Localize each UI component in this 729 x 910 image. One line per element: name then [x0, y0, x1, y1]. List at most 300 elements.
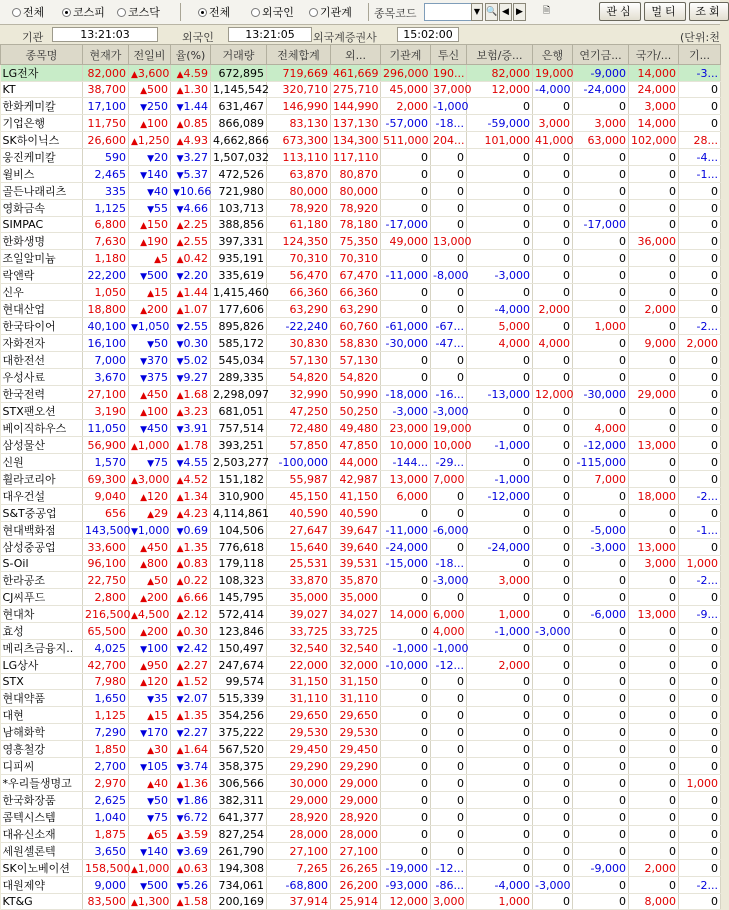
- table-row[interactable]: [1, 250, 721, 267]
- cell-total: 29,290: [267, 758, 331, 775]
- table-row[interactable]: [1, 539, 721, 556]
- arrow-up-icon: ▲: [176, 610, 184, 621]
- cell-pension: -24,000: [573, 82, 629, 98]
- cell-inst: 10,000: [381, 437, 431, 454]
- cell-etc: 0: [679, 623, 721, 640]
- cell-trust: -47...: [431, 335, 467, 352]
- table-row[interactable]: [1, 775, 721, 792]
- cell-pension: 0: [573, 284, 629, 301]
- cell-etc: -1...: [679, 166, 721, 183]
- cell-trust: -3,000: [431, 572, 467, 589]
- cell-etc: 0: [679, 386, 721, 403]
- arrow-down-icon: ▼: [176, 526, 184, 537]
- table-row[interactable]: [1, 589, 721, 606]
- arrow-up-icon: ▲: [176, 593, 184, 604]
- column-header[interactable]: 외...: [331, 45, 381, 65]
- cell-total: 28,000: [267, 826, 331, 843]
- cell-total: 31,150: [267, 674, 331, 690]
- cell-pension: 7,000: [573, 471, 629, 488]
- table-row[interactable]: [1, 115, 721, 132]
- table-row[interactable]: [1, 386, 721, 403]
- investor-foreign-radio[interactable]: 외국인: [251, 5, 294, 19]
- arrow-up-icon: ▲: [140, 390, 147, 401]
- column-header[interactable]: 기...: [679, 45, 721, 65]
- current-price: 96,100: [83, 556, 129, 572]
- cell-trust: 0: [431, 690, 467, 707]
- table-row[interactable]: [1, 65, 721, 82]
- cell-ins: 12,000: [467, 82, 533, 98]
- cell-total: 124,350: [267, 233, 331, 250]
- cell-total: 56,470: [267, 267, 331, 284]
- current-price: 2,625: [83, 792, 129, 809]
- cell-pension: 0: [573, 352, 629, 369]
- table-row[interactable]: [1, 556, 721, 572]
- cell-bank: 0: [533, 724, 573, 741]
- cell-pension: -30,000: [573, 386, 629, 403]
- arrow-up-icon: ▲: [176, 305, 184, 316]
- table-row[interactable]: [1, 488, 721, 505]
- cell-inst: -11,000: [381, 267, 431, 284]
- cell-bank: -3,000: [533, 623, 573, 640]
- arrow-down-icon: ▼: [176, 102, 184, 113]
- table-row[interactable]: [1, 894, 721, 910]
- cell-total: 57,850: [267, 437, 331, 454]
- cell-etc: 0: [679, 894, 721, 910]
- current-price: 335: [83, 183, 129, 200]
- cell-nation: 0: [629, 217, 679, 233]
- stock-name: 메리츠금융지..: [1, 640, 83, 657]
- cell-foreign: 78,920: [331, 200, 381, 217]
- volume: 145,795: [211, 589, 267, 606]
- arrow-up-icon: ▲: [176, 576, 184, 587]
- cell-pension: 0: [573, 572, 629, 589]
- cell-pension: 1,000: [573, 318, 629, 335]
- change-rate: ▲0.85: [171, 115, 211, 132]
- cell-nation: 14,000: [629, 115, 679, 132]
- cell-nation: 0: [629, 640, 679, 657]
- cell-foreign: 35,870: [331, 572, 381, 589]
- column-header[interactable]: 기관계: [381, 45, 431, 65]
- cell-foreign: 29,000: [331, 775, 381, 792]
- stock-name: *우리들생명고: [1, 775, 83, 792]
- volume: 1,415,460: [211, 284, 267, 301]
- document-button[interactable]: [540, 3, 553, 21]
- change-rate: ▼1.44: [171, 98, 211, 115]
- arrow-down-icon: ▼: [176, 762, 184, 773]
- cell-nation: 18,000: [629, 488, 679, 505]
- column-header[interactable]: 보험/증...: [467, 45, 533, 65]
- table-row[interactable]: [1, 860, 721, 877]
- table-row[interactable]: [1, 724, 721, 741]
- change-value: ▲1,300: [129, 894, 171, 910]
- arrow-up-icon: ▲: [140, 305, 147, 316]
- volume: 4,662,866: [211, 132, 267, 149]
- current-price: 83,500: [83, 894, 129, 910]
- cell-bank: 0: [533, 843, 573, 860]
- table-row[interactable]: [1, 233, 721, 250]
- divider: [180, 3, 181, 21]
- cell-inst: 14,000: [381, 606, 431, 623]
- table-row[interactable]: [1, 454, 721, 471]
- arrow-up-icon: ▲: [176, 288, 184, 299]
- arrow-up-icon: ▲: [140, 119, 147, 130]
- cell-foreign: 32,000: [331, 657, 381, 674]
- arrow-up-icon: ▲: [176, 864, 184, 875]
- cell-total: 673,300: [267, 132, 331, 149]
- current-price: 1,875: [83, 826, 129, 843]
- stock-name: 삼성중공업: [1, 539, 83, 556]
- cell-total: 27,647: [267, 522, 331, 539]
- arrow-down-icon: ▼: [176, 424, 184, 435]
- cell-etc: -1...: [679, 522, 721, 539]
- table-row[interactable]: [1, 369, 721, 386]
- column-header[interactable]: 은행: [533, 45, 573, 65]
- table-row[interactable]: [1, 166, 721, 183]
- current-price: 2,465: [83, 166, 129, 183]
- change-rate: ▼4.55: [171, 454, 211, 471]
- column-header[interactable]: 거래량: [211, 45, 267, 65]
- cell-trust: -12...: [431, 860, 467, 877]
- change-value: ▲200: [129, 301, 171, 318]
- cell-bank: 0: [533, 690, 573, 707]
- table-row[interactable]: [1, 505, 721, 522]
- cell-etc: -4...: [679, 149, 721, 166]
- cell-total: 30,000: [267, 775, 331, 792]
- cell-etc: 0: [679, 792, 721, 809]
- table-row[interactable]: [1, 640, 721, 657]
- arrow-up-icon: ▲: [176, 543, 184, 554]
- current-price: 40,100: [83, 318, 129, 335]
- cell-pension: 0: [573, 233, 629, 250]
- volume: 123,846: [211, 623, 267, 640]
- table-row[interactable]: [1, 674, 721, 690]
- cell-inst: 0: [381, 301, 431, 318]
- cell-total: 63,870: [267, 166, 331, 183]
- cell-foreign: 49,480: [331, 420, 381, 437]
- cell-foreign: 275,710: [331, 82, 381, 98]
- next-button[interactable]: [513, 3, 526, 21]
- arrow-up-icon: ▲: [140, 560, 147, 570]
- column-header[interactable]: 국가/...: [629, 45, 679, 65]
- change-value: ▲500: [129, 82, 171, 98]
- cell-trust: -1,000: [431, 640, 467, 657]
- table-row[interactable]: [1, 420, 721, 437]
- interest-button[interactable]: 관심: [599, 2, 641, 21]
- table-row[interactable]: [1, 606, 721, 623]
- table-row[interactable]: [1, 352, 721, 369]
- stock-name: 윌비스: [1, 166, 83, 183]
- foreign-time-label: 외국인: [182, 31, 214, 44]
- current-price: 11,750: [83, 115, 129, 132]
- cell-trust: 0: [431, 166, 467, 183]
- multi-button[interactable]: 멀티: [644, 2, 686, 21]
- arrow-up-icon: ▲: [140, 543, 147, 554]
- arrow-down-icon: ▼: [140, 728, 147, 739]
- table-row[interactable]: [1, 284, 721, 301]
- cell-pension: 0: [573, 894, 629, 910]
- table-row[interactable]: [1, 843, 721, 860]
- cell-foreign: 80,870: [331, 166, 381, 183]
- column-header[interactable]: 연기금...: [573, 45, 629, 65]
- stock-code-input[interactable]: [424, 3, 472, 21]
- broker-time-label: 외국계증권사: [313, 31, 377, 44]
- change-rate: ▼2.42: [171, 640, 211, 657]
- cell-foreign: 58,830: [331, 335, 381, 352]
- cell-total: 113,110: [267, 149, 331, 166]
- arrow-right-icon: ▶: [516, 7, 523, 17]
- arrow-down-icon: ▼: [176, 153, 184, 164]
- table-row[interactable]: [1, 132, 721, 149]
- market-all-radio[interactable]: 전체: [12, 5, 44, 19]
- cell-pension: -5,000: [573, 522, 629, 539]
- cell-pension: 0: [573, 505, 629, 522]
- table-row[interactable]: [1, 267, 721, 284]
- radio-circle: [251, 8, 260, 17]
- market-kosdaq-radio[interactable]: 코스닥: [117, 5, 160, 19]
- cell-etc: 0: [679, 98, 721, 115]
- cell-ins: 1,000: [467, 894, 533, 910]
- current-price: 18,800: [83, 301, 129, 318]
- change-value: ▲120: [129, 674, 171, 690]
- cell-inst: 0: [381, 183, 431, 200]
- volume: 261,790: [211, 843, 267, 860]
- cell-nation: 0: [629, 792, 679, 809]
- volume: 641,377: [211, 809, 267, 826]
- arrow-up-icon: ▲: [176, 86, 184, 96]
- column-header[interactable]: 종목명: [1, 45, 83, 65]
- table-row[interactable]: [1, 690, 721, 707]
- table-row[interactable]: [1, 437, 721, 454]
- current-price: 1,180: [83, 250, 129, 267]
- table-row[interactable]: [1, 758, 721, 775]
- cell-foreign: 31,110: [331, 690, 381, 707]
- cell-nation: 0: [629, 809, 679, 826]
- table-row[interactable]: [1, 741, 721, 758]
- volume: 472,526: [211, 166, 267, 183]
- search-button[interactable]: [485, 3, 498, 21]
- change-value: ▼375: [129, 369, 171, 386]
- table-row[interactable]: [1, 335, 721, 352]
- change-rate: ▲0.83: [171, 556, 211, 572]
- cell-trust: -29...: [431, 454, 467, 471]
- cell-etc: 0: [679, 809, 721, 826]
- volume: 289,335: [211, 369, 267, 386]
- cell-nation: 0: [629, 741, 679, 758]
- volume: 99,574: [211, 674, 267, 690]
- arrow-down-icon: ▼: [176, 728, 184, 739]
- cell-bank: -4,000: [533, 82, 573, 98]
- stock-name: 현대약품: [1, 690, 83, 707]
- change-value: ▲1,250: [129, 132, 171, 149]
- prev-button[interactable]: [499, 3, 512, 21]
- cell-inst: 296,000: [381, 65, 431, 82]
- arrow-up-icon: ▲: [176, 221, 184, 231]
- investor-institution-radio[interactable]: 기관계: [309, 5, 352, 19]
- arrow-up-icon: ▲: [176, 678, 184, 688]
- arrow-up-icon: ▲: [176, 254, 184, 265]
- table-row[interactable]: [1, 707, 721, 724]
- cell-total: 63,290: [267, 301, 331, 318]
- cell-foreign: 31,150: [331, 674, 381, 690]
- cell-etc: 0: [679, 82, 721, 98]
- cell-etc: 1,000: [679, 775, 721, 792]
- cell-inst: 0: [381, 707, 431, 724]
- volume: 375,222: [211, 724, 267, 741]
- cell-inst: 0: [381, 741, 431, 758]
- table-row[interactable]: [1, 183, 721, 200]
- table-row[interactable]: [1, 572, 721, 589]
- table-row[interactable]: [1, 522, 721, 539]
- change-rate: ▼6.72: [171, 809, 211, 826]
- cell-bank: 0: [533, 200, 573, 217]
- cell-foreign: 70,310: [331, 250, 381, 267]
- change-value: ▲200: [129, 623, 171, 640]
- table-row[interactable]: [1, 623, 721, 640]
- cell-total: 33,870: [267, 572, 331, 589]
- cell-total: 47,250: [267, 403, 331, 420]
- cell-total: 45,150: [267, 488, 331, 505]
- column-header[interactable]: 현재가: [83, 45, 129, 65]
- cell-nation: 24,000: [629, 82, 679, 98]
- change-rate: ▼9.27: [171, 369, 211, 386]
- column-header[interactable]: 투신: [431, 45, 467, 65]
- change-value: ▲800: [129, 556, 171, 572]
- cell-inst: 0: [381, 758, 431, 775]
- cell-bank: 41,000: [533, 132, 573, 149]
- code-dropdown-button[interactable]: [471, 3, 483, 21]
- cell-inst: -144...: [381, 454, 431, 471]
- cell-nation: 0: [629, 623, 679, 640]
- cell-trust: -12...: [431, 657, 467, 674]
- radio-circle: [117, 8, 126, 17]
- cell-inst: 0: [381, 166, 431, 183]
- column-header[interactable]: 율(%): [171, 45, 211, 65]
- change-value: ▼35: [129, 690, 171, 707]
- cell-pension: 0: [573, 758, 629, 775]
- table-row[interactable]: [1, 149, 721, 166]
- cell-bank: 0: [533, 488, 573, 505]
- arrow-up-icon: ▲: [131, 69, 138, 80]
- volume: 567,520: [211, 741, 267, 758]
- table-row[interactable]: [1, 471, 721, 488]
- cell-bank: 0: [533, 572, 573, 589]
- table-row[interactable]: [1, 217, 721, 233]
- cell-trust: 0: [431, 488, 467, 505]
- cell-pension: 0: [573, 200, 629, 217]
- stock-name: 신우: [1, 284, 83, 301]
- cell-ins: 0: [467, 149, 533, 166]
- investor-all-radio[interactable]: 전체: [198, 5, 230, 19]
- table-row[interactable]: [1, 657, 721, 674]
- arrow-up-icon: ▲: [176, 661, 184, 672]
- cell-ins: 101,000: [467, 132, 533, 149]
- table-row[interactable]: [1, 82, 721, 98]
- cell-trust: -86...: [431, 877, 467, 894]
- stock-name: 조일알미늄: [1, 250, 83, 267]
- volume: 177,606: [211, 301, 267, 318]
- cell-total: 40,590: [267, 505, 331, 522]
- stock-name: SK이노베이션: [1, 860, 83, 877]
- change-value: ▼40: [129, 183, 171, 200]
- change-value: ▲120: [129, 488, 171, 505]
- cell-trust: 0: [431, 589, 467, 606]
- column-header[interactable]: 전체합계: [267, 45, 331, 65]
- cell-nation: 0: [629, 572, 679, 589]
- cell-trust: 190...: [431, 65, 467, 82]
- cell-total: 61,180: [267, 217, 331, 233]
- column-header[interactable]: 전일비: [129, 45, 171, 65]
- stock-name: 효성: [1, 623, 83, 640]
- unit-label: (단위:천: [680, 31, 720, 44]
- table-row[interactable]: [1, 403, 721, 420]
- current-price: 42,700: [83, 657, 129, 674]
- table-row[interactable]: [1, 809, 721, 826]
- arrow-down-icon: ▼: [176, 373, 184, 384]
- cell-inst: 0: [381, 200, 431, 217]
- change-rate: ▲1.44: [171, 284, 211, 301]
- cell-ins: -13,000: [467, 386, 533, 403]
- arrow-up-icon: ▲: [140, 221, 147, 231]
- cell-foreign: 75,350: [331, 233, 381, 250]
- cell-bank: 4,000: [533, 335, 573, 352]
- stock-name: 대유신소재: [1, 826, 83, 843]
- query-button[interactable]: 조회: [689, 2, 729, 21]
- table-row[interactable]: [1, 877, 721, 894]
- cell-nation: 29,000: [629, 386, 679, 403]
- cell-foreign: 29,530: [331, 724, 381, 741]
- arrow-up-icon: ▲: [176, 407, 184, 418]
- change-rate: ▲1.34: [171, 488, 211, 505]
- change-rate: ▲1.30: [171, 82, 211, 98]
- volume: 382,311: [211, 792, 267, 809]
- change-value: ▲200: [129, 589, 171, 606]
- table-row[interactable]: [1, 301, 721, 318]
- cell-nation: 0: [629, 843, 679, 860]
- cell-pension: 0: [573, 809, 629, 826]
- cell-inst: -61,000: [381, 318, 431, 335]
- current-price: 1,650: [83, 690, 129, 707]
- change-rate: ▲1.68: [171, 386, 211, 403]
- cell-total: 146,990: [267, 98, 331, 115]
- current-price: 7,630: [83, 233, 129, 250]
- change-value: ▼140: [129, 843, 171, 860]
- table-row[interactable]: [1, 826, 721, 843]
- cell-trust: 37,000: [431, 82, 467, 98]
- arrow-down-icon: ▼: [176, 881, 184, 892]
- arrow-up-icon: ▲: [176, 711, 184, 722]
- cell-pension: 0: [573, 792, 629, 809]
- change-value: ▼55: [129, 200, 171, 217]
- cell-foreign: 39,640: [331, 539, 381, 556]
- change-rate: ▲1.35: [171, 539, 211, 556]
- cell-nation: 0: [629, 284, 679, 301]
- volume: 1,145,542: [211, 82, 267, 98]
- table-row[interactable]: [1, 200, 721, 217]
- investor-trading-table: [0, 44, 721, 910]
- change-value: ▲190: [129, 233, 171, 250]
- current-price: 216,500: [83, 606, 129, 623]
- cell-bank: 0: [533, 657, 573, 674]
- cell-pension: 0: [573, 826, 629, 843]
- cell-nation: 0: [629, 775, 679, 792]
- cell-total: 719,669: [267, 65, 331, 82]
- cell-trust: 0: [431, 843, 467, 860]
- market-kospi-radio[interactable]: 코스피: [62, 5, 105, 19]
- cell-total: 29,530: [267, 724, 331, 741]
- table-row[interactable]: [1, 318, 721, 335]
- table-row[interactable]: [1, 792, 721, 809]
- table-row[interactable]: [1, 98, 721, 115]
